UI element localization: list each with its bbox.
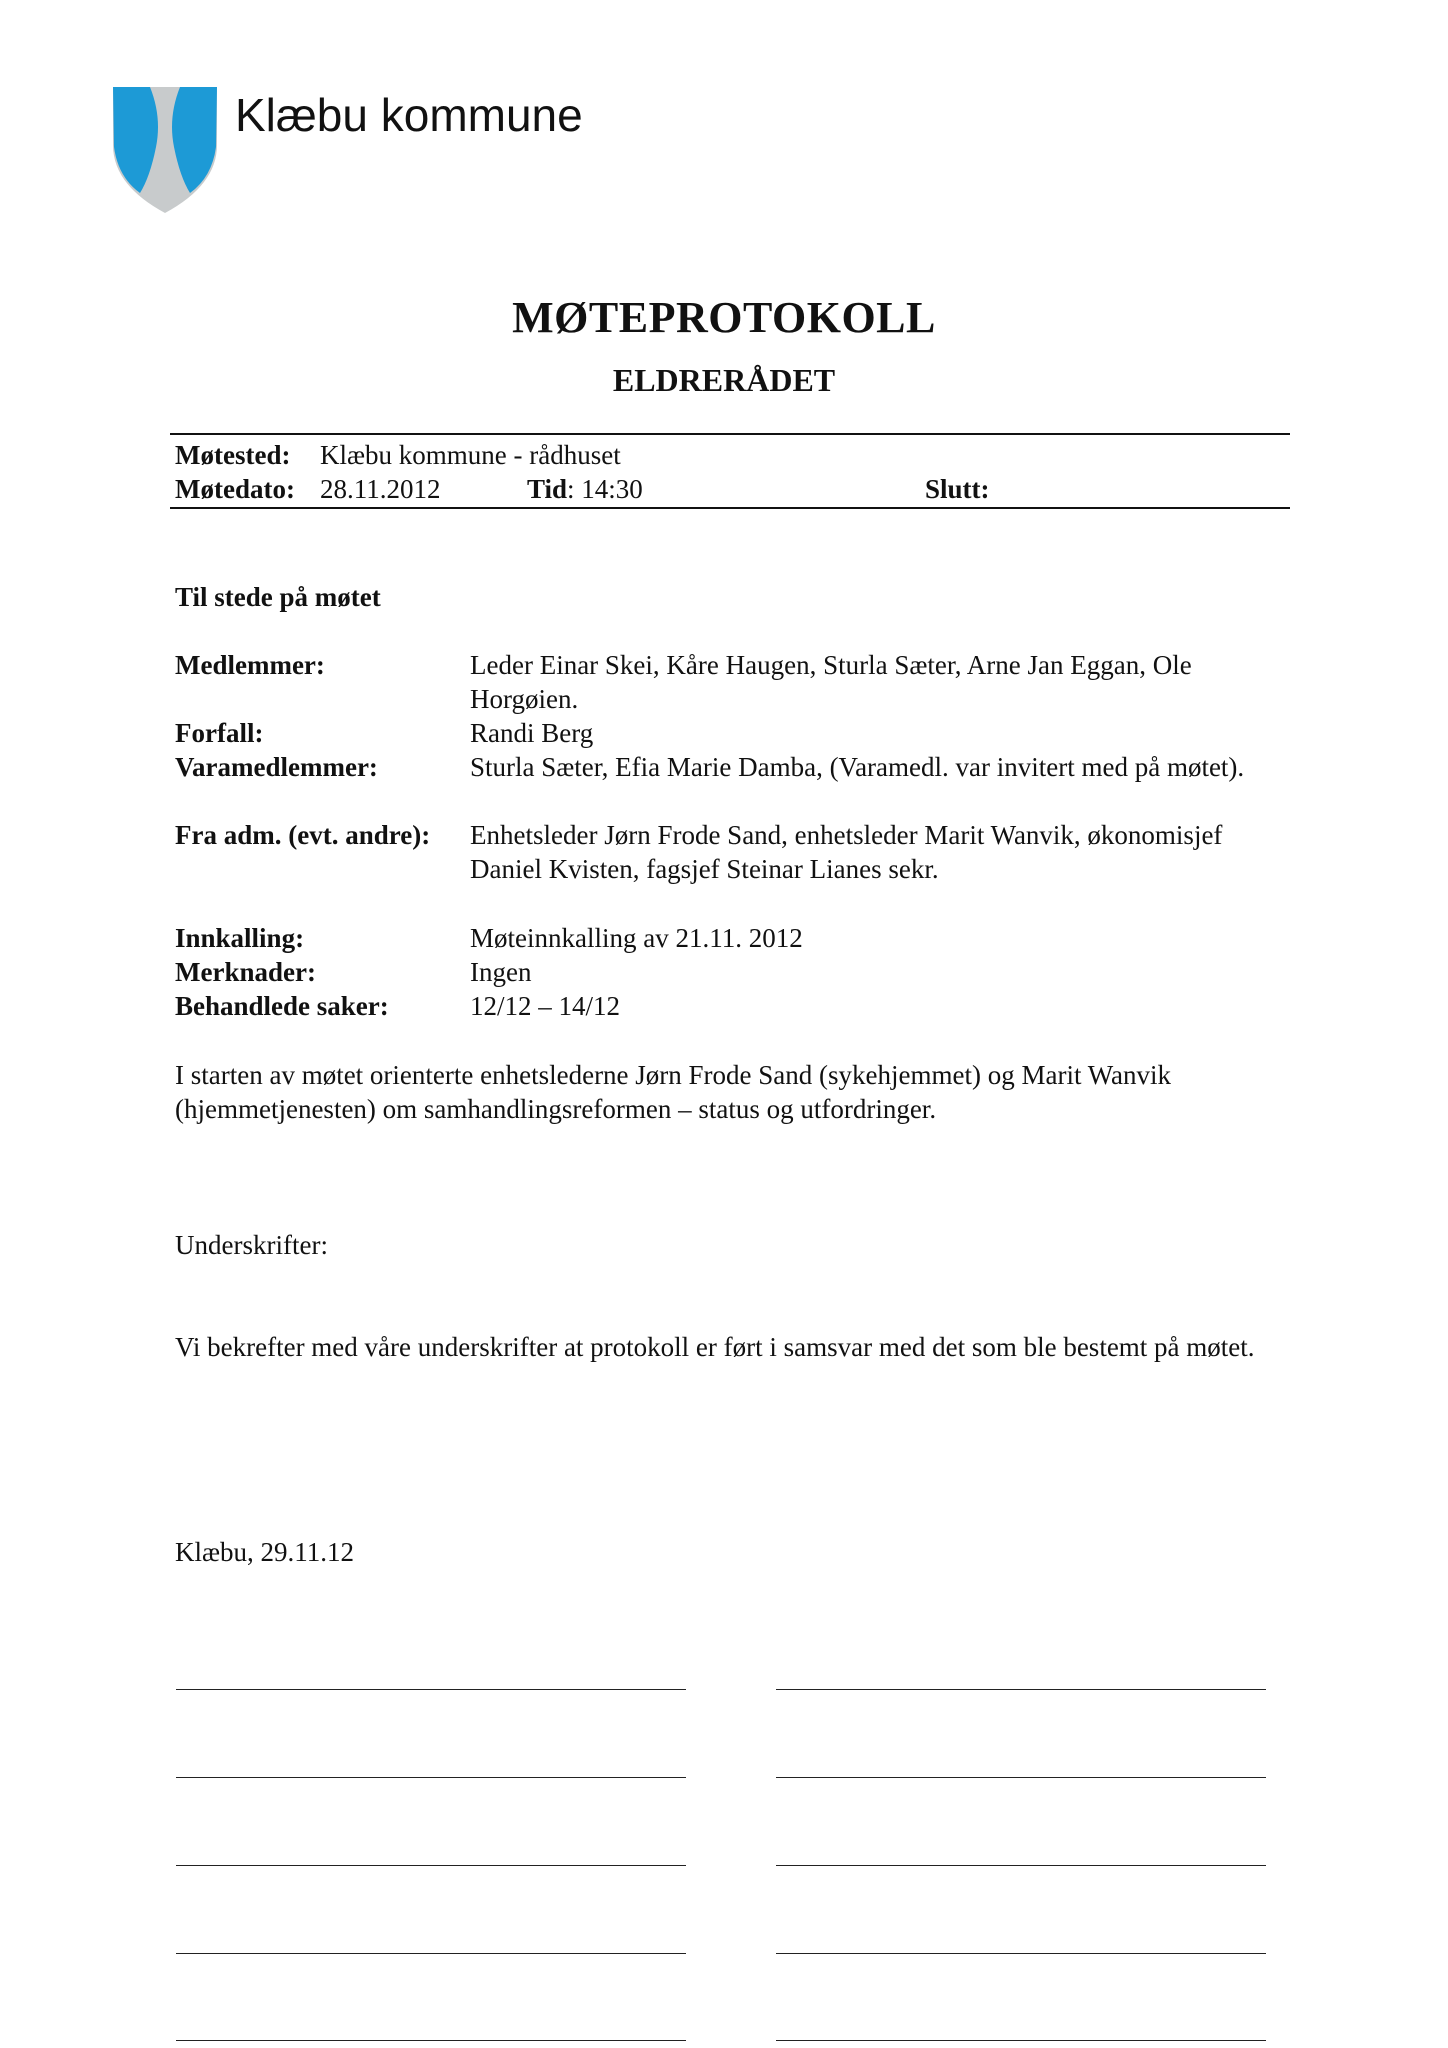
organization-name: Klæbu kommune — [235, 89, 583, 141]
confirmation-paragraph: Vi bekrefter med våre underskrifter at protokoll er ført i samsvar med det som ble bestemt på møtet. — [175, 1332, 1255, 1362]
absent-value: Randi Berg — [470, 718, 594, 748]
members-value: Leder Einar Skei, Kåre Haugen, Sturla Sæter, Arne Jan Eggan, Ole Horgøien. — [470, 650, 1192, 714]
cases-value: 12/12 – 14/12 — [470, 991, 621, 1021]
admin-value: Enhetsleder Jørn Frode Sand, enhetsleder Marit Wanvik, økonomisjef Daniel Kvisten, fagsjef Steinar Lianes sekr. — [470, 820, 1223, 884]
intro-paragraph: I starten av møtet orienterte enhetslederne Jørn Frode Sand (sykehjemmet) og Marit Wanvik (hjemmetjenesten) om samhandlingsreformen – status og utfordringer. — [175, 1060, 1172, 1124]
meeting-place-label: Møtested: — [175, 440, 291, 470]
remarks-value: Ingen — [470, 957, 532, 987]
signature-line — [176, 1953, 686, 1954]
cases-label: Behandlede saker: — [175, 991, 389, 1021]
place-date: Klæbu, 29.11.12 — [175, 1537, 355, 1567]
absent-label: Forfall: — [175, 718, 264, 748]
remarks-label: Merknader: — [175, 957, 316, 987]
header-top-rule — [170, 433, 1290, 435]
header-bottom-rule — [170, 507, 1290, 509]
signatures-heading: Underskrifter: — [175, 1230, 328, 1260]
meeting-date-value: 28.11.2012 — [320, 474, 441, 504]
municipality-coat-of-arms-logo — [110, 85, 220, 215]
attendance-heading: Til stede på møtet — [175, 582, 381, 612]
signature-line — [776, 1777, 1266, 1778]
signature-line — [176, 1865, 686, 1866]
meeting-time-label: Tid — [527, 474, 568, 504]
signature-line — [776, 2040, 1266, 2041]
deputies-label: Varamedlemmer: — [175, 752, 378, 782]
notice-value: Møteinnkalling av 21.11. 2012 — [470, 923, 803, 953]
admin-label: Fra adm. (evt. andre): — [175, 820, 431, 850]
meeting-time-value: : 14:30 — [567, 474, 643, 504]
deputies-value: Sturla Sæter, Efia Marie Damba, (Varamedl. var invitert med på møtet). — [470, 752, 1245, 782]
signature-line — [776, 1689, 1266, 1690]
signature-line — [176, 2040, 686, 2041]
document-title: MØTEPROTOKOLL — [512, 293, 936, 342]
signature-line — [776, 1953, 1266, 1954]
meeting-end-label: Slutt: — [925, 474, 990, 504]
notice-label: Innkalling: — [175, 923, 305, 953]
document-subtitle: ELDRERÅDET — [612, 362, 836, 398]
signature-line — [776, 1865, 1266, 1866]
meeting-place-row — [175, 440, 621, 471]
meeting-time — [527, 474, 643, 505]
meeting-date-row — [175, 474, 1295, 505]
signature-line — [176, 1777, 686, 1778]
members-label: Medlemmer: — [175, 650, 325, 680]
meeting-place-value: Klæbu kommune - rådhuset — [320, 440, 621, 470]
meeting-date-label: Møtedato: — [175, 474, 295, 504]
signature-line — [176, 1689, 686, 1690]
